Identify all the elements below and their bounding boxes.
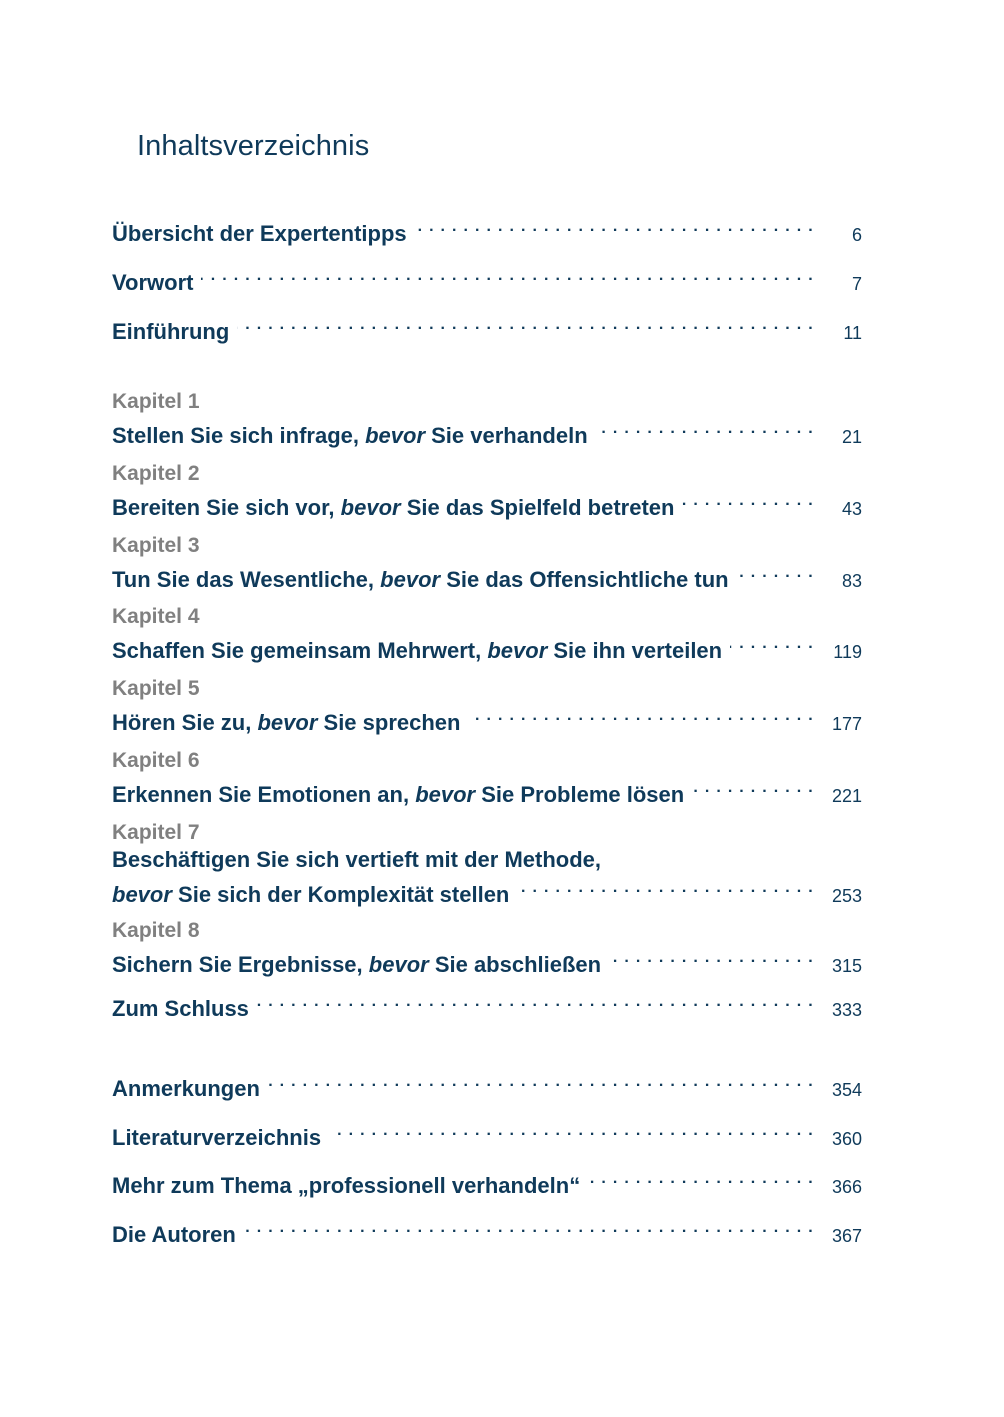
dot-leader [692,774,814,802]
page-number: 360 [831,1129,862,1149]
entry-title: Erkennen Sie Emotionen an, bevor Sie Probleme lösen [112,782,685,807]
toc-entry-kapitel-5[interactable] [112,676,862,735]
toc-entry-anmerkungen[interactable] [112,1068,862,1101]
page-number: 177 [831,714,862,734]
toc-entry-literaturverzeichnis[interactable] [112,1117,862,1150]
page-number: 221 [831,786,862,806]
page-title: Inhaltsverzeichnis [137,130,370,162]
chapter-label: Kapitel 6 [112,749,200,772]
entry-title: Hören Sie zu, bevor Sie sprechen [112,710,461,735]
dot-leader [596,415,814,443]
dot-leader [257,988,814,1016]
page-number: 43 [841,499,862,519]
dot-leader [329,1117,814,1145]
entry-title: Sichern Sie Ergebnisse, bevor Sie abschließen [112,952,602,977]
toc-entry-kapitel-6[interactable] [112,748,862,807]
dot-leader [237,311,814,339]
dot-leader [415,213,814,241]
page-number: 315 [831,956,862,976]
toc-entry-kapitel-3[interactable] [112,533,862,592]
entry-title: Übersicht der Expertentipps [112,221,407,246]
entry-title: Die Autoren [112,1222,236,1247]
dot-leader [268,1068,814,1096]
dot-leader [468,702,814,730]
page-number: 7 [851,274,862,294]
page-number: 83 [841,571,862,591]
dot-leader [609,944,814,972]
dot-leader [682,487,814,515]
dot-leader [201,262,814,290]
chapter-label: Kapitel 8 [112,919,200,942]
toc-entry-die-autoren[interactable] [112,1214,862,1247]
entry-title: Vorwort [112,270,194,295]
chapter-label: Kapitel 1 [112,390,200,413]
entry-title: Mehr zum Thema „professionell verhandeln“ [112,1173,581,1198]
page-number: 354 [831,1080,862,1100]
page-number: 366 [831,1177,862,1197]
toc-entry-zum-schluss[interactable] [112,988,862,1021]
toc-entry-einfuehrung[interactable] [112,311,862,344]
toc-entry-kapitel-2[interactable] [112,461,862,520]
dot-leader [737,559,814,587]
toc-entry-mehr-zum-thema[interactable] [112,1165,862,1198]
page-number: 367 [831,1226,862,1246]
entry-title: Stellen Sie sich infrage, bevor Sie verhandeln [112,423,588,448]
page-number: 253 [831,886,862,906]
chapter-label: Kapitel 4 [112,605,200,628]
page-number: 333 [831,1000,862,1020]
page-number: 6 [851,225,862,245]
entry-title-line-1: Beschäftigen Sie sich vertieft mit der Methode, [112,847,602,872]
toc-entry-kapitel-4[interactable] [112,604,862,663]
entry-title: Anmerkungen [112,1076,260,1101]
toc-entry-kapitel-7[interactable] [112,820,862,907]
page-number: 21 [841,427,862,447]
page-number: 119 [833,642,862,662]
toc-entry-vorwort[interactable] [112,262,862,295]
toc-entry-kapitel-8[interactable] [112,918,862,977]
page-number: 11 [843,323,862,343]
toc-entry-kapitel-1[interactable] [112,389,862,448]
chapter-label: Kapitel 7 [112,821,200,844]
chapter-label: Kapitel 2 [112,462,200,485]
dot-leader [588,1165,814,1193]
entry-title-line-2: bevor Sie sich der Komplexität stellen [112,882,510,907]
entry-title: Einführung [112,319,230,344]
entry-title: Tun Sie das Wesentliche, bevor Sie das Offensichtliche tun [112,567,729,592]
chapter-label: Kapitel 3 [112,534,200,557]
dot-leader [730,630,814,658]
entry-title: Zum Schluss [112,996,249,1021]
toc-entry-uebersicht[interactable] [112,213,862,246]
entry-title: Schaffen Sie gemeinsam Mehrwert, bevor Sie ihn verteilen [112,638,723,663]
entry-title: Bereiten Sie sich vor, bevor Sie das Spielfeld betreten [112,495,675,520]
entry-title: Literaturverzeichnis [112,1125,322,1150]
dot-leader [244,1214,814,1242]
chapter-label: Kapitel 5 [112,677,200,700]
dot-leader [517,874,814,902]
